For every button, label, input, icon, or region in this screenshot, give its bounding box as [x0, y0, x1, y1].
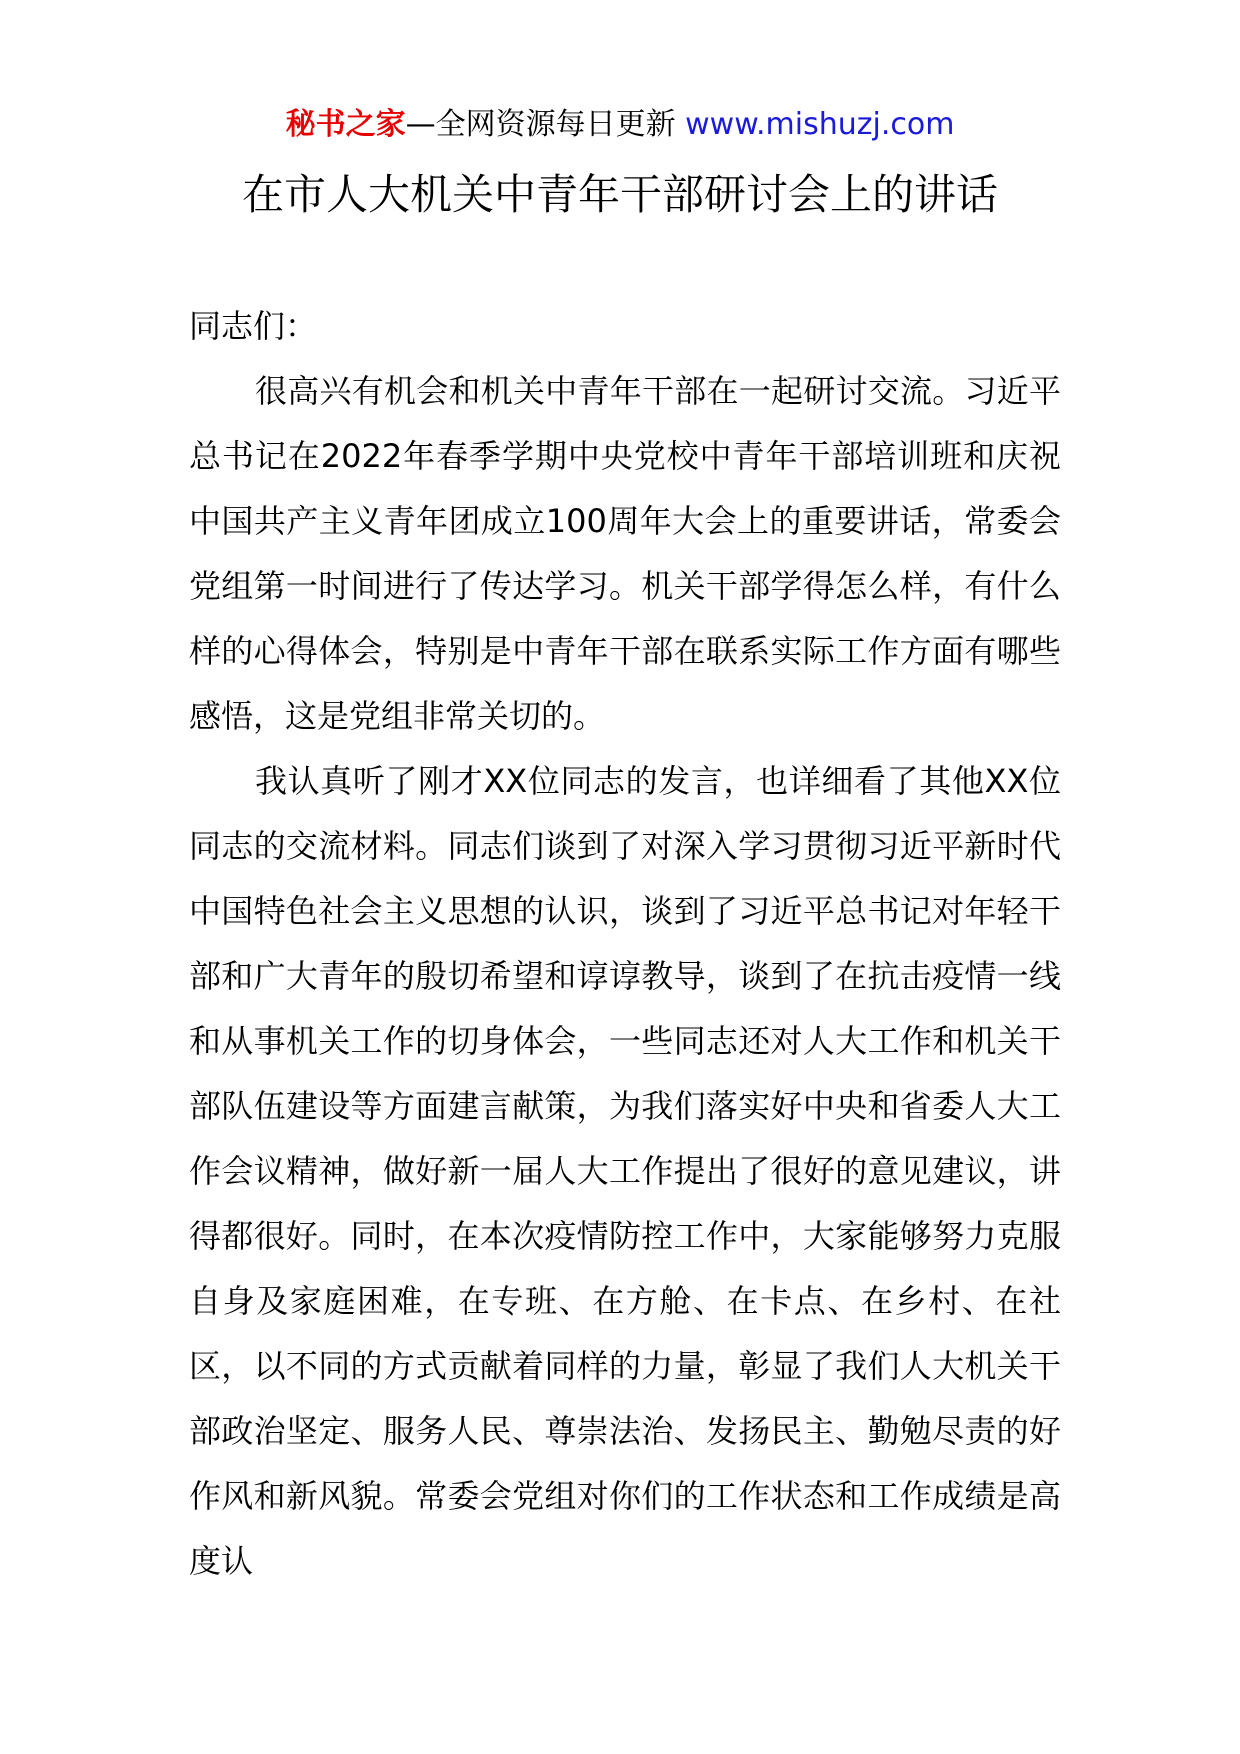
document-title: 在市人大机关中青年干部研讨会上的讲话 — [241, 170, 998, 219]
site-slogan: —全网资源每日更新 — [405, 107, 686, 142]
paragraph-1: 很高兴有机会和机关中青年干部在一起研讨交流。习近平总书记在2022年春季学期中央党校中青年干部培训班和庆祝中国共产主义青年团成立100周年大会上的重要讲话，常委会党组第一时间进行了传达学习。机关干部学得怎么样，有什么样的心得体会，特别是中青年干部在联系实际工作方面有哪些感悟，这是党组非常关切的。 — [189, 372, 1061, 735]
site-header — [0, 103, 1240, 147]
salutation: 同志们： — [189, 307, 318, 345]
document-body — [189, 294, 1061, 1594]
paragraph-2: 我认真听了刚才XX位同志的发言，也详细看了其他XX位同志的交流材料。同志们谈到了对深入学习贯彻习近平新时代中国特色社会主义思想的认识，谈到了习近平总书记对年轻干部和广大青年的殷切希望和谆谆教导，谈到了在抗击疫情一线和从事机关工作的切身体会，一些同志还对人大工作和机关干部队伍建设等方面建言献策，为我们落实好中央和省委人大工作会议精神，做好新一届人大工作提出了很好的意见建议，讲得都很好。同时，在本次疫情防控工作中，大家能够努力克服自身及家庭困难，在专班、在方舱、在卡点、在乡村、在社区，以不同的方式贡献着同样的力量，彰显了我们人大机关干部政治坚定、服务人民、尊崇法治、发扬民主、勤勉尽责的好作风和新风貌。常委会党组对你们的工作状态和工作成绩是高度认 — [189, 762, 1061, 1580]
site-brand: 秘书之家 — [285, 107, 406, 142]
site-url-link[interactable]: www.mishuzj.com — [685, 107, 955, 142]
